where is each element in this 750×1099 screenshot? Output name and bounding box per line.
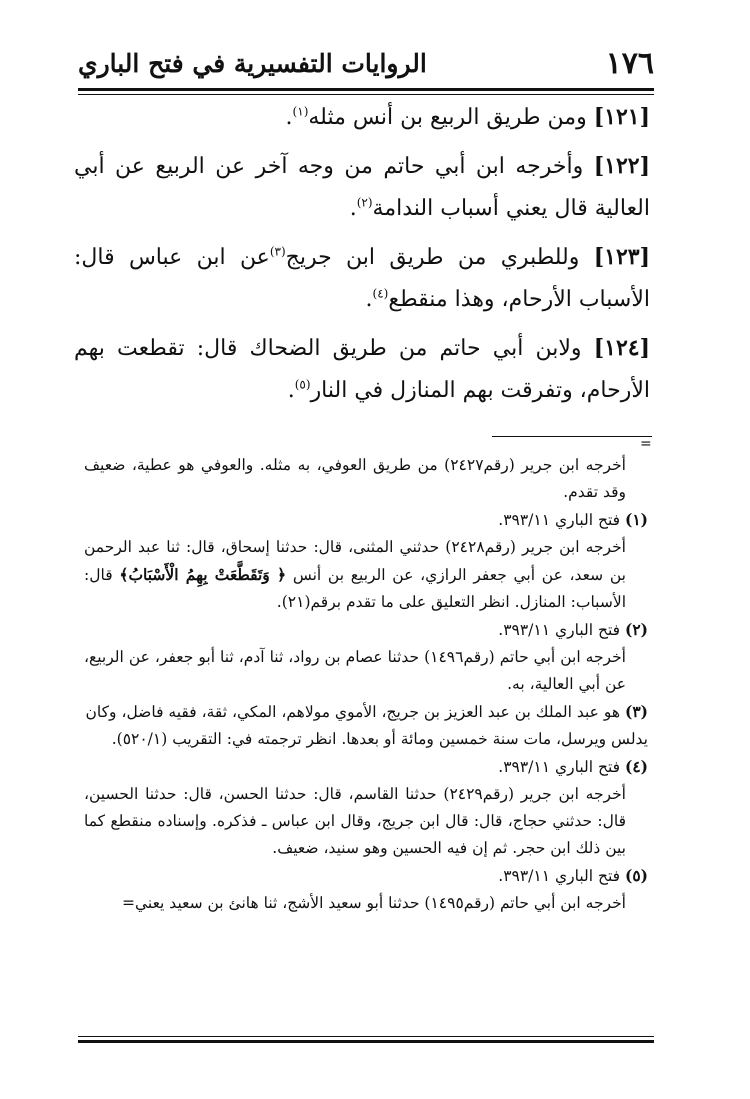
footnote-reference: هو عبد الملك بن عبد العزيز بن جريج، الأموي مولاهم، المكي، ثقة، فقيه فاضل، وكان يدلس ويرسل، مات سنة خمسين ومائة أو بعدها. انظر ترجمته في: التقريب (٥٢٠/١). [85, 703, 648, 748]
footnote-body-2: قال: الأسباب: المنازل. انظر التعليق على ما تقدم برقم(٢١). [84, 566, 626, 611]
footnote-label: (٢) [624, 620, 648, 639]
narration-tail: . [365, 287, 373, 312]
narration-124 [74, 327, 650, 412]
narration-text: ومن طريق الربيع بن أنس مثله [308, 105, 587, 130]
footnote-5-body: أخرجه ابن أبي حاتم (رقم١٤٩٥) حدثنا أبو سعيد الأشج، ثنا هانئ بن سعيد يعني= [122, 894, 626, 912]
footnote-marker: (٣) [269, 244, 286, 259]
footnote-4-body: أخرجه ابن جرير (رقم٢٤٢٩) حدثنا القاسم، قال: حدثنا الحسن، قال: حدثنا الحسين، قال: حدثني حجاج، قال: قال ابن جريج، وقال ابن عباس ـ فذكره. وإسناده منقطع كما بين ذلك ابن حجر. ثم إن فيه الحسين وهو سنيد، ضعيف. [84, 785, 626, 857]
narration-number: [١٢١] [593, 104, 650, 130]
narration-number: [١٢٣] [593, 244, 651, 270]
narration-tail: . [287, 378, 295, 403]
footnote-reference: فتح الباري ٣٩٣/١١. [498, 758, 621, 776]
running-title: الروايات التفسيرية في فتح الباري [78, 49, 427, 78]
page-number: ١٧٦ [605, 46, 654, 81]
footnote-reference: فتح الباري ٣٩٣/١١. [498, 621, 621, 639]
header-rule-thin [78, 94, 654, 95]
narration-text: ولابن أبي حاتم من طريق الضحاك قال: تقطعت بهم الأرحام، وتفرقت بهم المنازل في النار [74, 336, 650, 403]
narration-text: وللطبري من طريق ابن جريج [285, 245, 580, 270]
footnotes [84, 452, 648, 917]
footnote-label: (٣) [624, 702, 648, 721]
narration-tail: . [285, 105, 293, 130]
footnote-separator [492, 436, 652, 437]
footnote-1 [84, 506, 648, 534]
narration-text: وأخرجه ابن أبي حاتم من وجه آخر عن الربيع عن أبي العالية قال يعني أسباب الندامة [74, 154, 650, 221]
footnote-2 [84, 616, 648, 644]
narration-tail: . [349, 196, 357, 221]
page-header [78, 44, 654, 90]
footnote-marker: (١) [292, 104, 309, 119]
footnote-marker: (٤) [372, 286, 389, 301]
main-text [74, 96, 650, 418]
footnote-continuation-mark: = [640, 436, 652, 452]
narration-122 [74, 145, 650, 230]
footnote-label: (٥) [624, 866, 648, 885]
footnote-1-body [84, 534, 648, 616]
footnote-body: أخرجه ابن جرير (رقم٢٤٢٨) حدثني المثنى، قال: حدثنا إسحاق، قال: ثنا عبد الرحمن بن سعد، عن أبي جعفر الرازي، عن الربيع بن أنس [84, 538, 626, 584]
narration-number: [١٢٤] [593, 335, 650, 361]
header-rule-thick [78, 88, 654, 91]
footnote-3 [84, 698, 648, 753]
footnote-marker: (٢) [356, 195, 373, 210]
narration-number: [١٢٢] [593, 153, 650, 179]
quran-quote: ﴿ وَتَقَطَّعَتْ بِهِمُ الْأَسْبَابُ﴾ [119, 565, 287, 584]
narration-121 [74, 96, 650, 139]
footnote-2-body: أخرجه ابن أبي حاتم (رقم١٤٩٦) حدثنا عصام بن رواد، ثنا آدم، ثنا أبو جعفر، عن الربيع، عن أبي العالية، به. [84, 648, 626, 693]
footnote-carryover: أخرجه ابن جرير (رقم٢٤٢٧) من طريق العوفي، به مثله. والعوفي هو عطية، ضعيف وقد تقدم. [84, 456, 626, 501]
footnote-reference: فتح الباري ٣٩٣/١١. [498, 867, 621, 885]
footnote-reference: فتح الباري ٣٩٣/١١. [498, 511, 621, 529]
footnote-marker: (٥) [294, 377, 311, 392]
footnote-label: (١) [624, 510, 648, 529]
narration-123 [74, 236, 650, 321]
bottom-rule-thick [78, 1040, 654, 1043]
bottom-rule-thin [78, 1036, 654, 1037]
footnote-4 [84, 753, 648, 781]
narration-text-2: عن ابن عباس قال: الأسباب الأرحام، وهذا منقطع [74, 245, 650, 312]
footnote-5 [84, 862, 648, 890]
footnote-label: (٤) [624, 757, 648, 776]
